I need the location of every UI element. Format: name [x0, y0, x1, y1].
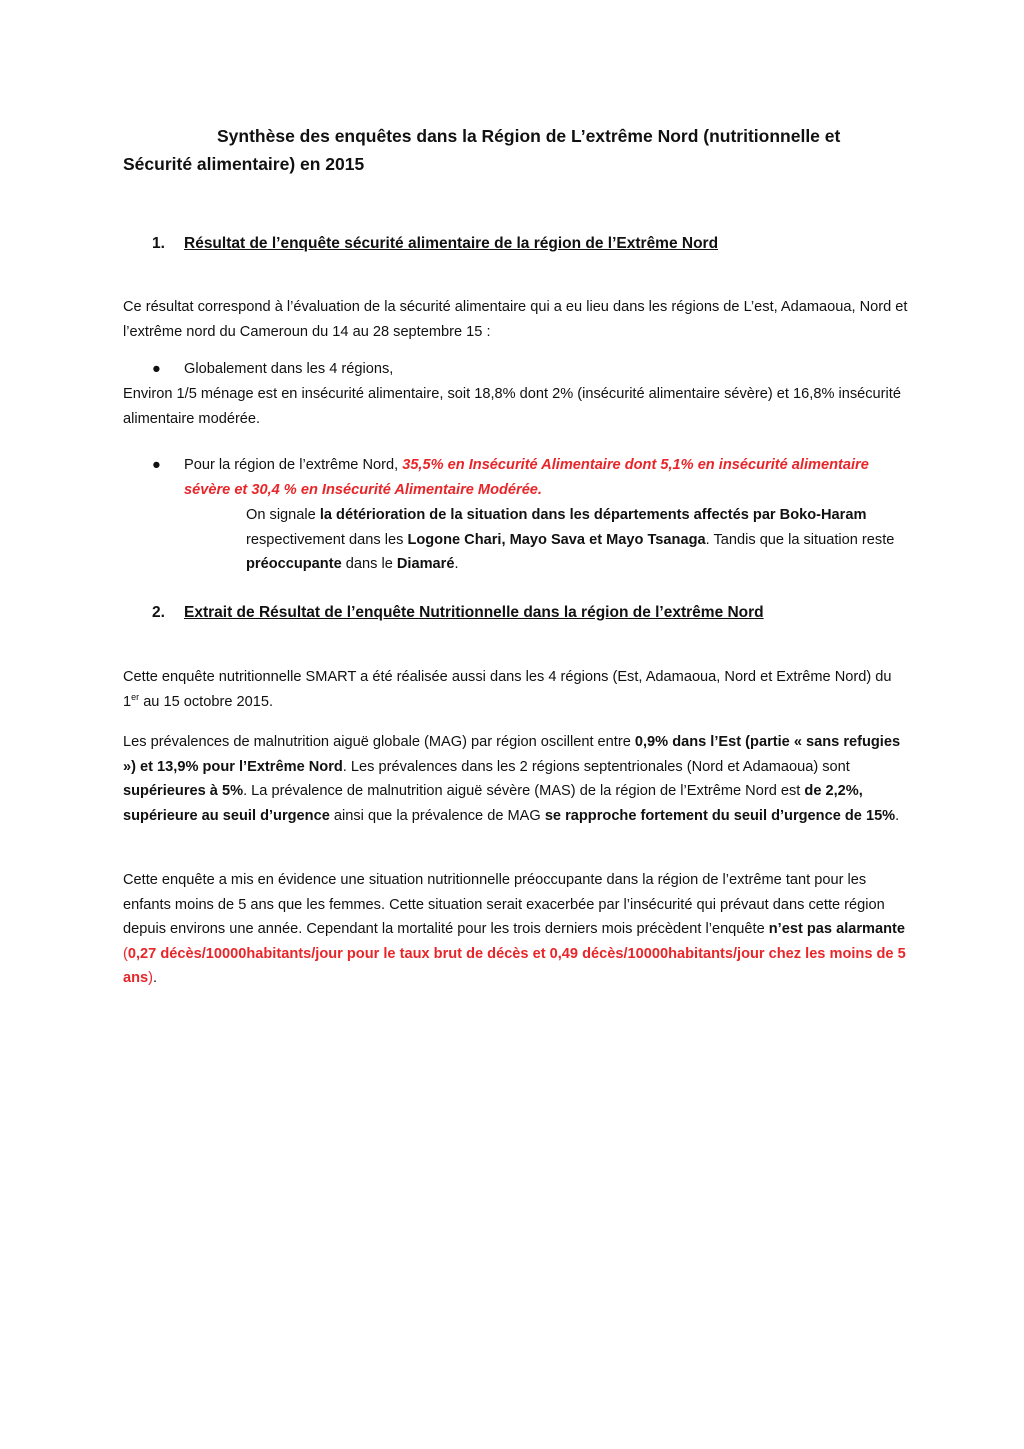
superscript: er: [131, 691, 140, 702]
sub-text: dans le: [341, 556, 397, 573]
section-2-title: Extrait de Résultat de l’enquête Nutritionnelle dans la région de l’extrême Nord: [184, 604, 764, 621]
bullet-2-highlight: 35,5% en Insécurité Alimentaire dont 5,1% en insécurité alimentaire sévère et 30,4 % en Insécurité Alimentaire Modérée.: [184, 457, 869, 498]
para-bold-alarmante: n’est pas alarmante: [768, 921, 906, 938]
section-1-number: 1.: [152, 235, 165, 252]
title-line-2: Sécurité alimentaire) en 2015: [123, 154, 365, 174]
bullet-2-lead: Pour la région de l’extrême Nord,: [184, 457, 403, 473]
para-text: .: [153, 970, 158, 987]
para-bold-superieures: supérieures à 5%: [123, 783, 244, 800]
title-line-1: Synthèse des enquêtes dans la Région de L’extrême Nord (nutritionnelle et: [217, 126, 841, 146]
sub-bold-diamare: Diamaré: [396, 556, 455, 573]
section-1-title: Résultat de l’enquête sécurité alimentaire de la région de l’Extrême Nord: [184, 235, 719, 252]
para-text: au 15 octobre 2015.: [139, 693, 274, 710]
bullet-2-subparagraph: [246, 503, 906, 577]
para-bold-mas: de 2,2%, supérieure au seuil d’urgence: [123, 783, 863, 824]
para-bold-seuil: se rapproche fortement du seuil d’urgence de 15%: [544, 807, 896, 824]
bullet-icon: ●: [152, 361, 161, 377]
section-2-number: 2.: [152, 604, 165, 621]
sub-bold-preoccupante: préoccupante: [246, 556, 342, 573]
para-bold-range: 0,9% dans l’Est (partie « sans refugies ») et 13,9% pour l’Extrême Nord: [123, 734, 901, 775]
sub-text: respectivement dans les: [246, 531, 408, 548]
section-2-para-3: [123, 868, 908, 991]
para-text: . Les prévalences dans les 2 régions septentrionales (Nord et Adamaoua) sont: [342, 758, 850, 775]
para-text: Cette enquête nutritionnelle SMART a été réalisée aussi dans les 4 régions (Est, Adamaoua, Nord et Extrême Nord) du 1: [123, 669, 892, 710]
para-text: . La prévalence de malnutrition aiguë sévère (MAS) de la région de l’Extrême Nord est: [243, 783, 805, 800]
bullet-2-text: [184, 453, 904, 502]
para-red-paren: (: [123, 945, 128, 962]
section-1-heading: [152, 234, 718, 254]
para-text: .: [895, 807, 900, 824]
bullet-1-text: Globalement dans les 4 régions,: [184, 361, 394, 377]
bullet-1-detail: Environ 1/5 ménage est en insécurité alimentaire, soit 18,8% dont 2% (insécurité alimentaire sévère) et 16,8% insécurité alimentaire modérée.: [123, 386, 901, 427]
sub-text: On signale: [246, 507, 320, 523]
sub-text: . Tandis que la situation reste: [705, 531, 895, 548]
sub-text: .: [454, 556, 459, 573]
para-red-mortality: 0,27 décès/10000habitants/jour pour le taux brut de décès et 0,49 décès/10000habitants/jour chez les moins de 5 ans: [123, 945, 906, 987]
bullet-icon: ●: [152, 457, 161, 473]
section-1-intro: Ce résultat correspond à l’évaluation de la sécurité alimentaire qui a eu lieu dans les régions de L’est, Adamaoua, Nord et l’extrême nord du Cameroun du 14 au 28 septembre 15 :: [123, 299, 908, 340]
section-2-para-1: [123, 665, 908, 714]
para-text: ainsi que la prévalence de MAG: [329, 807, 545, 824]
section-2-heading: [152, 603, 764, 623]
para-red-paren: ): [148, 970, 154, 987]
sub-bold-deterioration: la détérioration de la situation dans les départements affectés par Boko-Haram: [319, 507, 867, 523]
sub-bold-departments: Logone Chari, Mayo Sava et Mayo Tsanaga: [407, 531, 706, 548]
section-2-para-2: [123, 730, 908, 828]
para-text: Cette enquête a mis en évidence une situation nutritionnelle préoccupante dans la région de l’extrême tant pour les enfants moins de 5 ans que les femmes. Cette situation serait exacerbée par l’insécurité qui prévaut dans cette région depuis environs une année. Cependant la mortalité pour les trois derniers mois précèdent l’enquête: [123, 872, 885, 938]
document-title: [123, 122, 903, 178]
para-text: Les prévalences de malnutrition aiguë globale (MAG) par région oscillent entre: [123, 734, 635, 750]
